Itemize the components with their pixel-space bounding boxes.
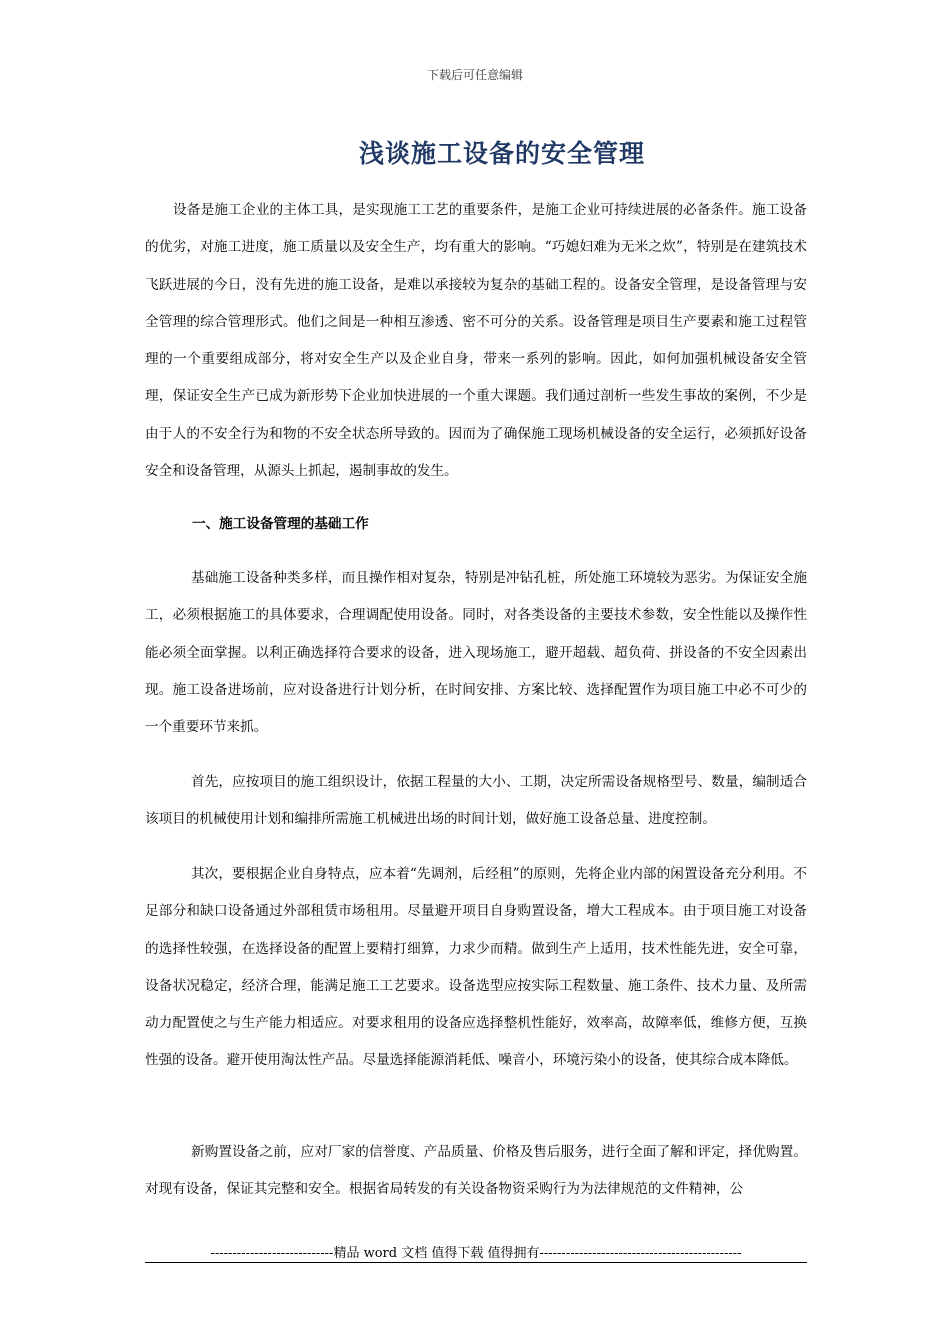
page-header-note: 下载后可任意编辑 (426, 68, 523, 82)
body-paragraph: 其次，要根据企业自身特点，应本着“先调剂，后经租”的原则，先将企业内部的闲置设备充分利用。不足部分和缺口设备通过外部租赁市场租用。尽量避开项目自身购置设备，增大工程成本。由于项目施工对设备的选择性较强，在选择设备的配置上要精打细算，力求少而精。做到生产上适用，技术性能先进，安全可靠，设备状况稳定，经济合理，能满足施工工艺要求。设备选型应按实际工程数量、施工条件、技术力量、及所需动力配置使之与生产能力相适应。对要求租用的设备应选择整机性能好，效率高，故障率低，维修方便，互换性强的设备。避开使用淘汰性产品。尽量选择能源消耗低、噪音小，环境污染小的设备，使其综合成本降低。 (145, 866, 807, 1069)
footer-divider (145, 1262, 807, 1263)
intro-paragraph: 设备是施工企业的主体工具，是实现施工工艺的重要条件，是施工企业可持续进展的必备条件。施工设备的优劣，对施工进度，施工质量以及安全生产，均有重大的影响。“巧媳妇难为无米之炊”，特别是在建筑技术飞跃进展的今日，没有先进的施工设备，是难以承接较为复杂的基础工程的。设备安全管理，是设备管理与安全管理的综合管理形式。他们之间是一种相互渗透、密不可分的关系。设备管理是项目生产要素和施工过程管理的一个重要组成部分，将对安全生产以及企业自身，带来一系列的影响。因此，如何加强机械设备安全管理，保证安全生产已成为新形势下企业加快进展的一个重大课题。我们通过剖析一些发生事故的案例，不少是由于人的不安全行为和物的不安全状态所导致的。因而为了确保施工现场机械设备的安全运行，必须抓好设备安全和设备管理，从源头上抓起，遏制事故的发生。 (145, 202, 807, 480)
body-paragraph: 基础施工设备种类多样，而且操作相对复杂，特别是冲钻孔桩，所处施工环境较为恶劣。为保证安全施工，必须根据施工的具体要求，合理调配使用设备。同时，对各类设备的主要技术参数，安全性能以及操作性能必须全面掌握。以利正确选择符合要求的设备，进入现场施工，避开超载、超负荷、拼设备的不安全因素出现。施工设备进场前，应对设备进行计划分析，在时间安排、方案比较、选择配置作为项目施工中必不可少的一个重要环节来抓。 (145, 570, 807, 736)
page-footer-note: ----------------------------精品 word 文档 值得下载 值得拥有---------------------------------------------- (210, 1246, 742, 1261)
document-title: 浅谈施工设备的安全管理 (358, 139, 645, 168)
section-heading: 一、施工设备管理的基础工作 (192, 516, 369, 532)
body-paragraph: 首先，应按项目的施工组织设计，依据工程量的大小、工期，决定所需设备规格型号、数量，编制适合该项目的机械使用计划和编排所需施工机械进出场的时间计划，做好施工设备总量、进度控制。 (145, 774, 807, 828)
body-paragraph: 新购置设备之前，应对厂家的信誉度、产品质量、价格及售后服务，进行全面了解和评定，择优购置。对现有设备，保证其完整和安全。根据省局转发的有关设备物资采购行为为法律规范的文件精神，公 (145, 1144, 807, 1198)
